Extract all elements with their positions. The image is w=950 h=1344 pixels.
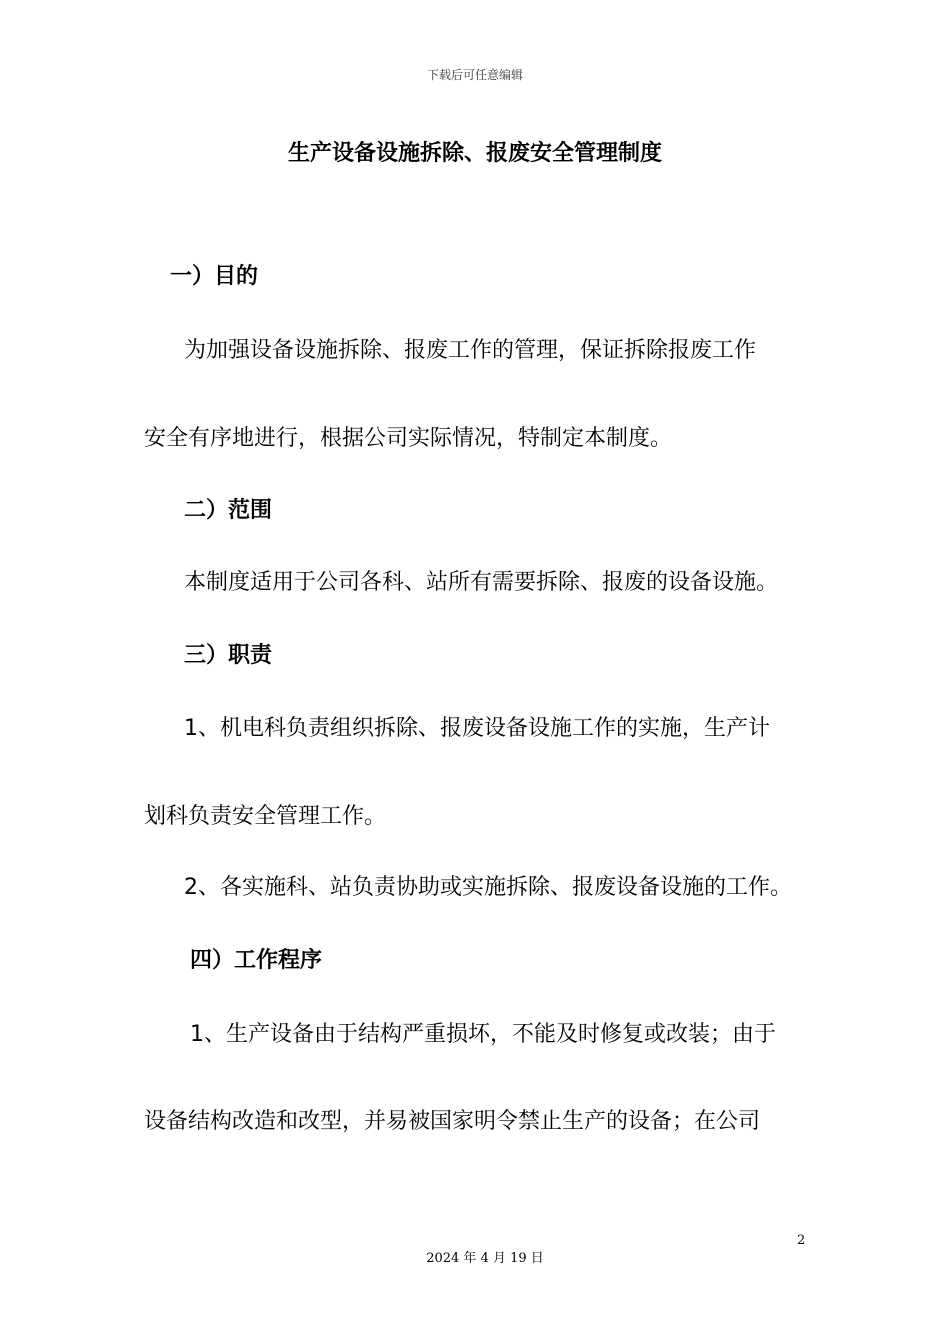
paragraph-line: 本制度适用于公司各科、站所有需要拆除、报废的设备设施。: [184, 570, 779, 595]
paragraph-line: 1、机电科负责组织拆除、报废设备设施工作的实施，生产计: [184, 716, 770, 741]
document-title: 生产设备设施拆除、报废安全管理制度: [287, 141, 662, 166]
section-heading-scope: 二）范围: [184, 498, 273, 523]
paragraph-line: 为加强设备设施拆除、报废工作的管理，保证拆除报废工作: [184, 338, 757, 363]
section-heading-procedure: 四）工作程序: [190, 948, 323, 973]
paragraph-line: 2、各实施科、站负责协助或实施拆除、报废设备设施的工作。: [184, 875, 792, 900]
section-heading-duties: 三）职责: [184, 643, 273, 668]
paragraph-line: 1、生产设备由于结构严重损坏，不能及时修复或改装；由于: [190, 1022, 776, 1047]
paragraph-line: 划科负责安全管理工作。: [144, 804, 387, 829]
footer-date: 2024 年 4 月 19 日: [426, 1251, 544, 1266]
header-note: 下载后可任意编辑: [426, 68, 523, 82]
paragraph-line: 安全有序地进行，根据公司实际情况，特制定本制度。: [144, 426, 673, 451]
page-number: 2: [797, 1233, 806, 1248]
paragraph-line: 设备结构改造和改型，并易被国家明令禁止生产的设备；在公司: [144, 1109, 761, 1134]
section-heading-purpose: 一）目的: [170, 264, 259, 289]
